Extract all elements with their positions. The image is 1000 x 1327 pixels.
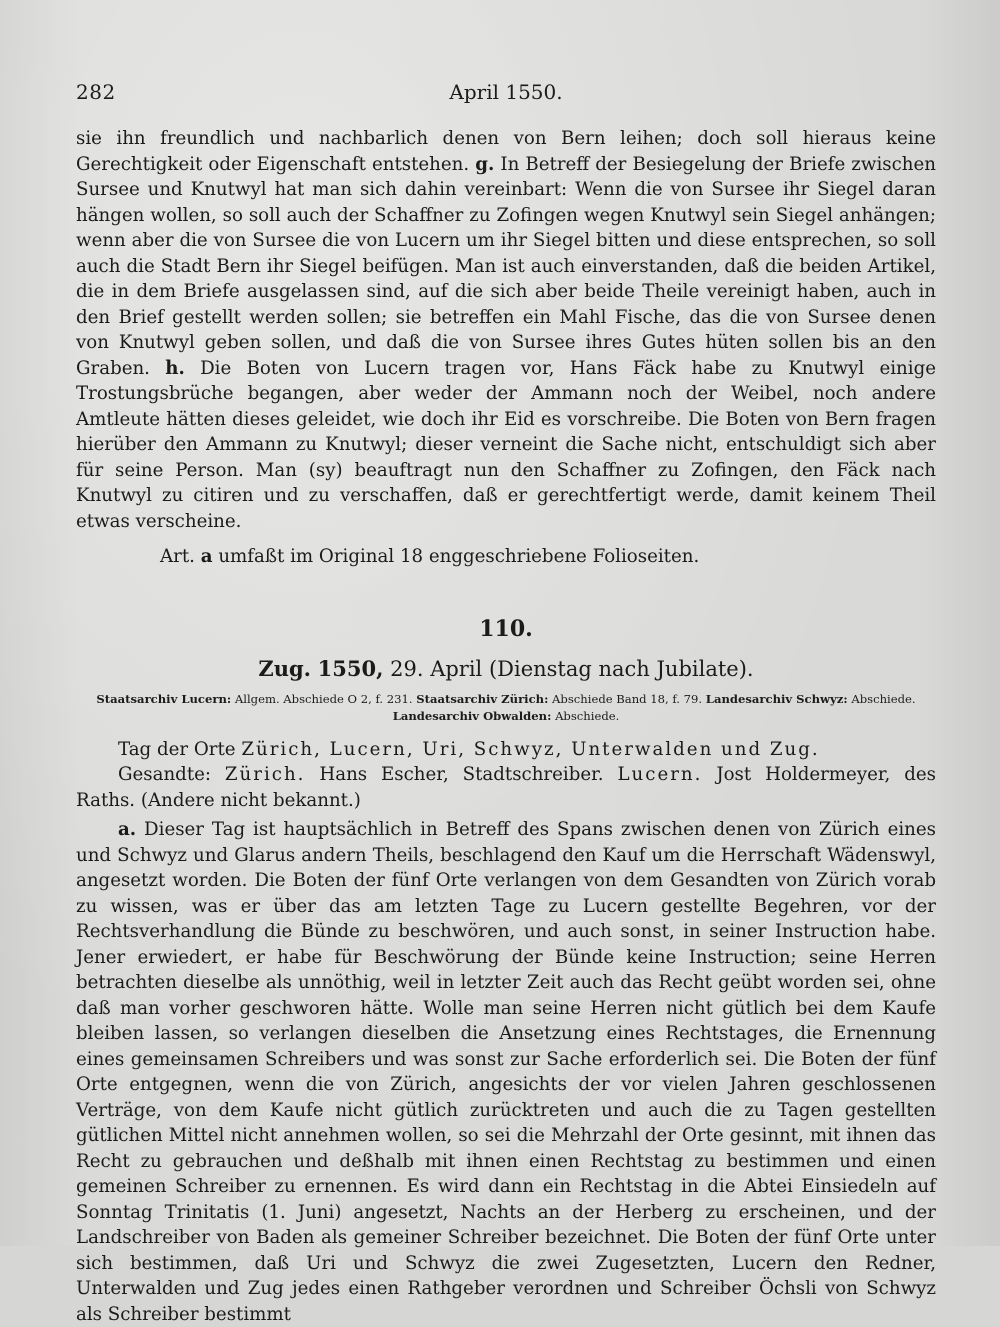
section-marker-h: h. [165,357,185,379]
section-marker-g: g. [475,153,495,175]
page-header [76,80,936,116]
section-h-text: Die Boten von Lucern tragen vor, Hans Fäck habe zu Knutwyl einige Trostungsbrüche begangen, aber weder der Ammann noch der Weibel, noch andere Amtleute hätten dieses geleidet, wie doch ihr Eid es vorschreibe. Die Boten von Bern fragen hierüber den Ammann zu Knutwyl; dieser verneint die Sache nicht, entschuldigt sich aber für seine Person. Man (sy) beauftragt nun den Schaffner zu Zofingen, den Fäck nach Knutwyl zu citiren und zu verschaffen, daß er gerechtfertigt werde, damit keinem Theil etwas verscheine. [76,357,936,532]
document-title [76,656,936,681]
diet-places: Zürich, Lucern, Uri, Schwyz, Unterwalden und Zug. [241,738,820,760]
note-marker: a [200,546,213,567]
continuation-text: sie ihn freundlich und nachbarlich denen von Bern leihen; doch soll hieraus keine Gerechtigkeit oder Eigenschaft entstehen. [76,128,936,175]
section-a-paragraph [76,817,936,1327]
document-place: Zug. [258,655,311,681]
archive-reference: Allgem. Abschiede O 2, f. 231. [234,691,413,706]
document-year: 1550, [317,655,384,681]
archive-reference: Abschiede. [555,708,620,723]
running-head: April 1550. [449,80,563,104]
envoy-name: Jost Holdermeyer, des Raths. (Andere nicht bekannt.) [76,764,936,811]
envoy-name: Hans Escher, Stadtschreiber. [319,764,604,785]
envoys-line [76,762,936,813]
footnote-article-a [76,544,936,570]
envoys-label: Gesandte: [118,764,212,785]
page-number: 282 [76,80,116,104]
section-g-text: In Betreff der Besiegelung der Briefe zwischen Sursee und Knutwyl hat man sich dahin vereinbart: Wenn die von Sursee ihr Siegel daran hängen wollen, so soll auch der Schaffner zu Zofingen wegen Knutwyl sein Siegel anhängen; wenn aber die von Sursee die von Lucern um ihr Siegel bitten und diese entsprechen, so soll auch die Stadt Bern ihr Siegel beifügen. Man ist auch einverstanden, daß die beiden Artikel, die in dem Briefe ausgelassen sind, auf die sich aber beide Theile vereinigt haben, auch in den Brief gestellt werden sollen; sie betreffen ein Mahl Fische, das die von Sursee denen von Knutwyl geben sollen, und daß die von Sursee ihres Gutes hüten sollen bis an den Graben. [76,153,936,379]
archive-name: Staatsarchiv Zürich: [416,691,549,706]
archive-reference: Abschiede Band 18, f. 79. [552,691,703,706]
archive-sources [76,691,936,725]
envoy-place: Lucern. [617,764,703,785]
archive-name: Staatsarchiv Lucern: [96,691,232,706]
note-text: umfaßt im Original 18 enggeschriebene Folioseiten. [218,546,700,567]
document-number: 110. [479,615,533,642]
note-prefix: Art. [160,546,195,567]
envoy-place: Zürich. [224,764,306,785]
archive-reference: Abschiede. [851,691,916,706]
diet-line [76,737,936,763]
document-date: 29. April (Dienstag nach Jubilate). [390,656,754,681]
archive-name: Landesarchiv Obwalden: [392,708,552,723]
continuation-paragraph [76,126,936,534]
archive-name: Landesarchiv Schwyz: [705,691,848,706]
section-marker-a: a. [118,819,137,840]
diet-label: Tag der Orte [118,738,236,760]
section-a-text: Dieser Tag ist hauptsächlich in Betreff des Spans zwischen denen von Zürich eines und Schwyz und Glarus andern Theils, beschlagend den Kauf um die Herrschaft Wädenswyl, angesetzt worden. Die Boten der fünf Orte verlangen von dem Gesandten von Zürich vorab zu wissen, was er über das am letzten Tage zu Lucern gestellte Begehren, vor der Rechtsverhandlung die Bünde zu beschwören, und auch sonst, in seiner Instruction habe. Jener erwiedert, er habe für Beschwörung der Bünde keine Instruction; seine Herren betrachten dieselbe als unnöthig, weil in letzter Zeit auch das Recht geübt worden sei, ohne daß man vorher geschworen hätte. Wolle man seine Herren nicht gütlich bei dem Kaufe bleiben lassen, so verlangen dieselben die Ansetzung eines Rechtstages, die Ernennung eines gemeinsamen Schreibers und was sonst zur Sache erforderlich sei. Die Boten der fünf Orte entgegnen, wenn die von Zürich, angesichts der vor vielen Jahren geschlossenen Verträge, von dem Kaufe nicht gütlich zurücktreten und auch die zu Tagen gestellten gütlichen Mittel nicht annehmen wollen, so sei die Mehrzahl der Orte gesinnt, mit ihnen das Recht zu gebrauchen und deßhalb mit ihnen einen Rechtstag zu bestimmen und einen gemeinen Schreiber zu ernennen. Es wird dann ein Rechtstag in die Abtei Einsiedeln auf Sonntag Trinitatis (1. Juni) angesetzt, Nachts an der Herberg zu erscheinen, und der Landschreiber von Baden als gemeiner Schreiber bezeichnet. Die Boten der fünf Orte unter sich bestimmen, daß Uri und Schwyz die zwei Zugesetzten, Lucern den Redner, Unterwalden und Zug jedes einen Rathgeber verordnen und Schreiber Öchsli von Schwyz als Schreiber bestimmt [76,819,936,1325]
page-content [76,80,936,1327]
